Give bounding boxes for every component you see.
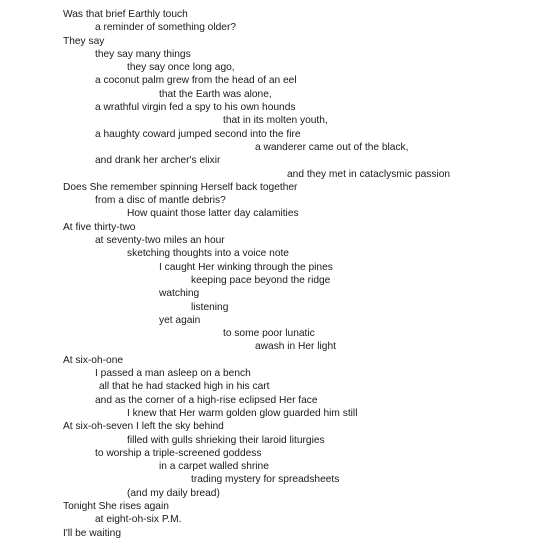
poem-line: keeping pace beyond the ridge xyxy=(191,274,331,286)
poem-line: that in its molten youth, xyxy=(223,115,328,127)
poem-line: I knew that Her warm golden glow guarded him still xyxy=(127,407,358,419)
poem-line: awash in Her light xyxy=(255,341,336,353)
poem-line: listening xyxy=(191,301,229,313)
poem-line: at seventy-two miles an hour xyxy=(95,235,225,247)
poem-line: How quaint those latter day calamities xyxy=(127,208,299,220)
poem-line: Was that brief Earthly touch xyxy=(63,9,188,20)
poem-body xyxy=(63,8,533,540)
poem-line: at eight-oh-six P.M. xyxy=(95,514,182,526)
poem-line: a reminder of something older? xyxy=(95,22,237,34)
poem-line: in a carpet walled shrine xyxy=(159,461,269,473)
poem-line: watching xyxy=(159,288,200,300)
poem-line: filled with gulls shrieking their laroid liturgies xyxy=(127,434,325,446)
poem-line: At five thirty-two xyxy=(63,221,136,233)
poem-line: a wanderer came out of the black, xyxy=(255,141,409,153)
poem-line: sketching thoughts into a voice note xyxy=(127,248,289,260)
poem-line: and as the corner of a high-rise eclipsed Her face xyxy=(95,394,318,406)
poem-line: from a disc of mantle debris? xyxy=(95,195,226,207)
poem-line: a haughty coward jumped second into the fire xyxy=(95,128,301,140)
poem-line: Does She remember spinning Herself back together xyxy=(63,181,298,193)
poem-line: I'll be waiting xyxy=(63,527,122,539)
poem-line: a wrathful virgin fed a spy to his own hounds xyxy=(95,102,296,114)
poem-line: to worship a triple-screened goddess xyxy=(95,447,262,459)
poem-line: and they met in cataclysmic passion xyxy=(287,168,451,180)
poem-line: they say many things xyxy=(95,48,191,60)
poem-line: Tonight She rises again xyxy=(63,500,169,512)
poem-line: (and my daily bread) xyxy=(127,487,220,499)
poem-line: that the Earth was alone, xyxy=(159,88,272,100)
poem-line: At six-oh-seven I left the sky behind xyxy=(63,421,224,433)
poem-line: I caught Her winking through the pines xyxy=(159,261,333,273)
poem-line: At six-oh-one xyxy=(63,354,124,366)
poem-line: all that he had stacked high in his cart xyxy=(99,381,270,393)
poem-line: yet again xyxy=(159,314,201,326)
poem-line: they say once long ago, xyxy=(127,62,235,74)
poem-line: They say xyxy=(63,35,105,47)
poem-line: and drank her archer's elixir xyxy=(95,155,221,167)
poem-line: trading mystery for spreadsheets xyxy=(191,474,340,486)
poem-line: I passed a man asleep on a bench xyxy=(95,368,251,380)
poem-line: to some poor lunatic xyxy=(223,328,315,340)
poem-line: a coconut palm grew from the head of an eel xyxy=(95,75,297,87)
